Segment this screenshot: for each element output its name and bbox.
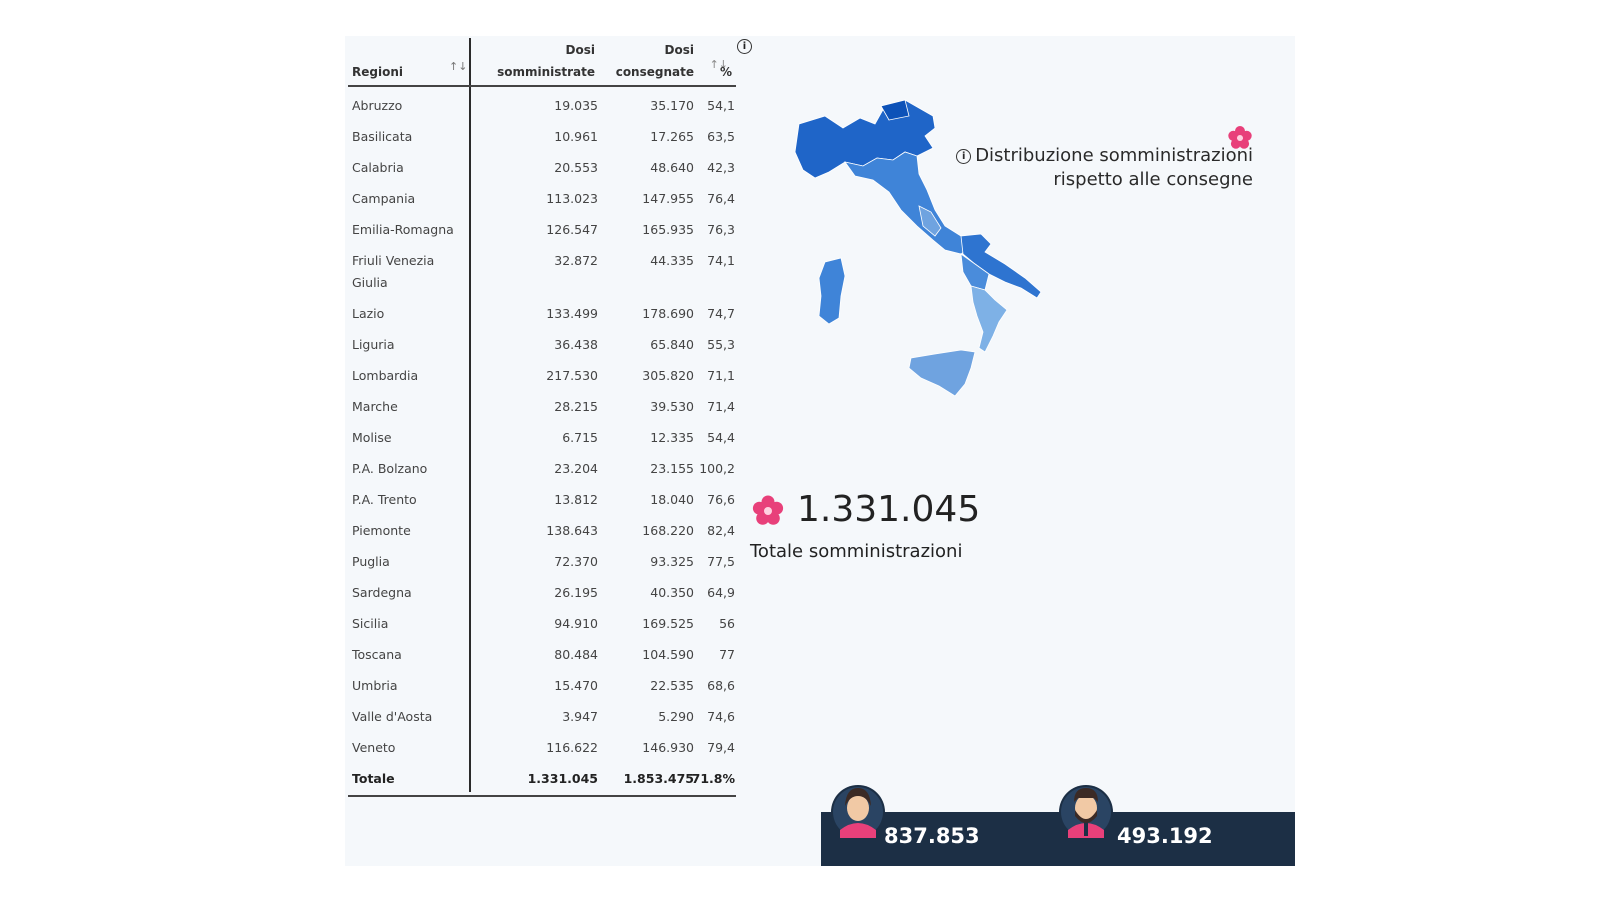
table-total-row	[345, 760, 740, 791]
table-body	[345, 87, 740, 791]
cell-region: Calabria	[352, 160, 404, 175]
table-row	[345, 180, 740, 211]
table-row	[345, 543, 740, 574]
cell-delivered: 146.930	[642, 740, 694, 755]
sort-arrows-icon[interactable]: ↑↓	[449, 60, 468, 73]
cell-percent: 42,3	[707, 160, 735, 175]
header-percent[interactable]: %	[719, 65, 732, 79]
cell-delivered: 22.535	[650, 678, 694, 693]
cell-delivered: 44.335	[650, 253, 694, 268]
cell-region: P.A. Trento	[352, 492, 417, 507]
cell-administered: 28.215	[554, 399, 598, 414]
male-avatar-icon	[1058, 772, 1114, 852]
male-count: 493.192	[1117, 824, 1213, 848]
cell-percent: 64,9	[707, 585, 735, 600]
cell-percent: 54,4	[707, 430, 735, 445]
cell-administered: 32.872	[554, 253, 598, 268]
total-administrations-value: 1.331.045	[797, 489, 981, 530]
cell-delivered: 39.530	[650, 399, 694, 414]
cell-delivered: 178.690	[642, 306, 694, 321]
cell-administered: 3.947	[562, 709, 598, 724]
cell-administered: 36.438	[554, 337, 598, 352]
map-region-calabria[interactable]	[971, 286, 1007, 352]
cell-region: Valle d'Aosta	[352, 709, 433, 724]
cell-percent: 56	[719, 616, 735, 631]
cell-region: Totale	[352, 771, 395, 786]
cell-delivered: 65.840	[650, 337, 694, 352]
cell-administered: 23.204	[554, 461, 598, 476]
cell-region: Lazio	[352, 306, 385, 321]
cell-region: Puglia	[352, 554, 390, 569]
cell-region: P.A. Bolzano	[352, 461, 428, 476]
table-row	[345, 574, 740, 605]
cell-delivered: 305.820	[642, 368, 694, 383]
cell-percent: 68,6	[707, 678, 735, 693]
cell-region: Campania	[352, 191, 416, 206]
map-region-sardegna[interactable]	[819, 258, 845, 324]
table-row	[345, 481, 740, 512]
cell-region: Sicilia	[352, 616, 389, 631]
cell-percent: 71.8%	[691, 771, 735, 786]
total-administrations-label: Totale somministrazioni	[750, 541, 963, 562]
cell-percent: 74,1	[707, 253, 735, 268]
cell-administered: 217.530	[546, 368, 598, 383]
cell-delivered: 23.155	[650, 461, 694, 476]
cell-region: Veneto	[352, 740, 396, 755]
cell-administered: 116.622	[546, 740, 598, 755]
cell-region: Piemonte	[352, 523, 411, 538]
table-row	[345, 729, 740, 760]
cell-region: Friuli Venezia Giulia	[352, 253, 435, 290]
italy-map	[785, 86, 1055, 406]
cell-administered: 113.023	[546, 191, 598, 206]
cell-region: Emilia-Romagna	[352, 222, 454, 237]
cell-delivered: 5.290	[658, 709, 694, 724]
cell-percent: 76,3	[707, 222, 735, 237]
table-row	[345, 149, 740, 180]
cell-percent: 71,1	[707, 368, 735, 383]
header-regions[interactable]: Regioni	[352, 65, 403, 79]
cell-percent: 63,5	[707, 129, 735, 144]
table-row	[345, 450, 740, 481]
cell-delivered: 165.935	[642, 222, 694, 237]
cell-administered: 19.035	[554, 98, 598, 113]
table-row	[345, 698, 740, 729]
cell-delivered: 147.955	[642, 191, 694, 206]
cell-administered: 72.370	[554, 554, 598, 569]
cell-percent: 76,4	[707, 191, 735, 206]
cell-delivered: 48.640	[650, 160, 694, 175]
cell-delivered: 40.350	[650, 585, 694, 600]
cell-region: Molise	[352, 430, 392, 445]
cell-administered: 6.715	[562, 430, 598, 445]
cell-delivered: 18.040	[650, 492, 694, 507]
cell-delivered: 1.853.475	[623, 771, 694, 786]
cell-region: Sardegna	[352, 585, 412, 600]
female-avatar-icon	[830, 772, 886, 852]
table-row	[345, 605, 740, 636]
cell-administered: 126.547	[546, 222, 598, 237]
cell-percent: 54,1	[707, 98, 735, 113]
table-row	[345, 118, 740, 149]
cell-region: Marche	[352, 399, 398, 414]
sort-arrows-icon[interactable]: ↑↓	[709, 58, 728, 71]
cell-administered: 20.553	[554, 160, 598, 175]
table-row	[345, 667, 740, 698]
cell-region: Liguria	[352, 337, 395, 352]
cell-region: Abruzzo	[352, 98, 403, 113]
table-row	[345, 87, 740, 118]
total-underline	[348, 795, 736, 797]
cell-delivered: 169.525	[642, 616, 694, 631]
cell-percent: 71,4	[707, 399, 735, 414]
cell-delivered: 17.265	[650, 129, 694, 144]
cell-percent: 82,4	[707, 523, 735, 538]
cell-delivered: 168.220	[642, 523, 694, 538]
cell-region: Toscana	[352, 647, 402, 662]
map-caption: i Distribuzione somministrazioni rispetto alle consegne	[956, 144, 1253, 192]
cell-administered: 1.331.045	[527, 771, 598, 786]
cell-administered: 94.910	[554, 616, 598, 631]
cell-administered: 13.812	[554, 492, 598, 507]
cell-delivered: 104.590	[642, 647, 694, 662]
flower-icon	[749, 492, 787, 530]
cell-administered: 80.484	[554, 647, 598, 662]
cell-percent: 76,6	[707, 492, 735, 507]
cell-region: Lombardia	[352, 368, 419, 383]
info-icon[interactable]: i	[956, 149, 971, 164]
table-row	[345, 419, 740, 450]
info-icon[interactable]: i	[737, 39, 752, 54]
cell-percent: 100,2	[699, 461, 735, 476]
cell-percent: 74,7	[707, 306, 735, 321]
cell-delivered: 12.335	[650, 430, 694, 445]
gender-breakdown-bar	[821, 812, 1295, 866]
cell-administered: 133.499	[546, 306, 598, 321]
table-row	[345, 512, 740, 543]
cell-region: Basilicata	[352, 129, 413, 144]
map-region-sicilia[interactable]	[909, 350, 975, 396]
table-row	[345, 636, 740, 667]
cell-region: Umbria	[352, 678, 398, 693]
cell-delivered: 93.325	[650, 554, 694, 569]
regions-table	[345, 36, 747, 796]
cell-administered: 26.195	[554, 585, 598, 600]
cell-administered: 15.470	[554, 678, 598, 693]
cell-delivered: 35.170	[650, 98, 694, 113]
table-row	[345, 242, 740, 295]
map-region-central[interactable]	[845, 152, 971, 254]
header-administered[interactable]: Dosi somministrate	[497, 43, 595, 79]
cell-administered: 138.643	[546, 523, 598, 538]
cell-percent: 77	[719, 647, 735, 662]
cell-percent: 77,5	[707, 554, 735, 569]
vaccine-dashboard-panel	[345, 36, 1295, 866]
table-row	[345, 388, 740, 419]
cell-percent: 74,6	[707, 709, 735, 724]
cell-administered: 10.961	[554, 129, 598, 144]
table-row	[345, 211, 740, 242]
table-row	[345, 326, 740, 357]
table-row	[345, 295, 740, 326]
female-count: 837.853	[884, 824, 980, 848]
cell-percent: 55,3	[707, 337, 735, 352]
header-delivered[interactable]: Dosi consegnate	[615, 43, 694, 79]
table-row	[345, 357, 740, 388]
cell-percent: 79,4	[707, 740, 735, 755]
